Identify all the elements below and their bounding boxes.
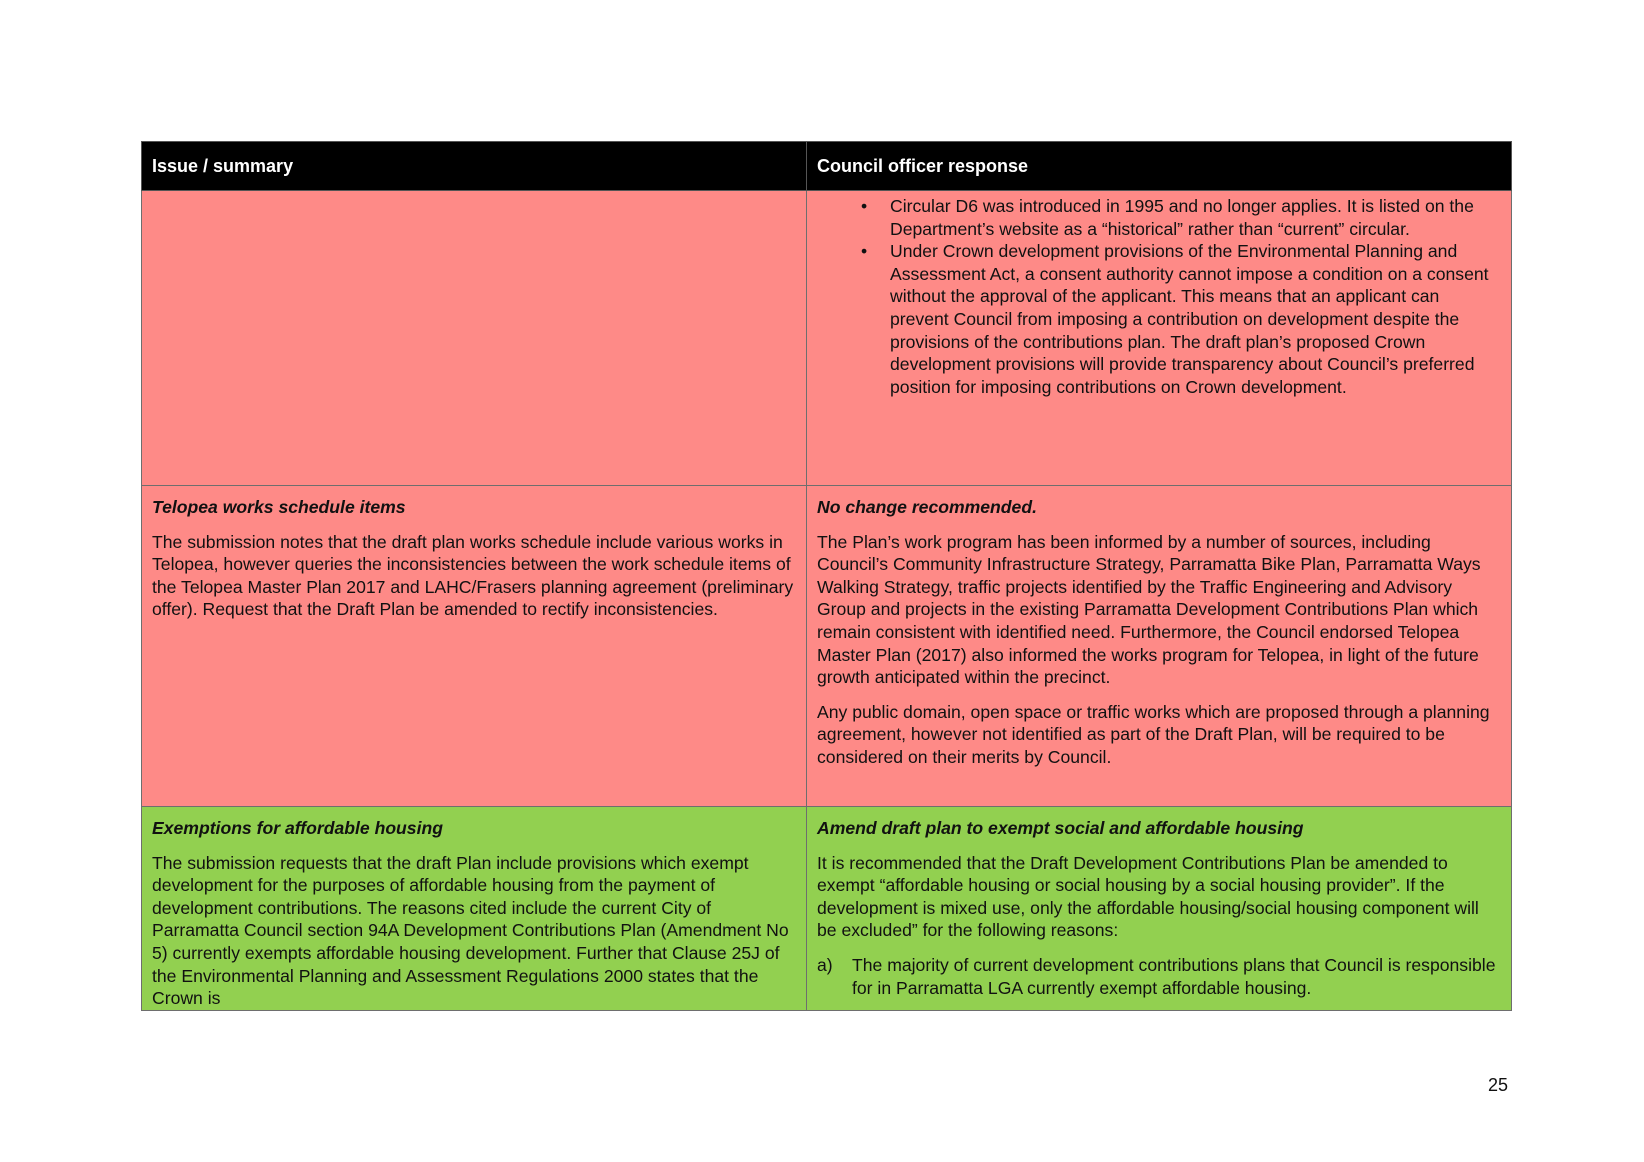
- response-cell: [807, 191, 1512, 486]
- response-paragraph: The Plan’s work program has been informed by a number of sources, including Council’s Community Infrastructure Strategy, Parramatta Bike Plan, Parramatta Ways Walking Strategy, traffic projects identified by the Traffic Engineering and Advisory Group and projects in the existing Parramatta Development Contributions Plan which remain consistent with identified need. Furthermore, the Council endorsed Telopea Master Plan (2017) also informed the works program for Telopea, in light of the future growth anticipated within the precinct.: [817, 531, 1481, 688]
- bullet-text: Circular D6 was introduced in 1995 and no longer applies. It is listed on the Department’s website as a “historical” rather than “current” circular.: [890, 196, 1474, 239]
- response-paragraph: It is recommended that the Draft Development Contributions Plan be amended to exempt “affordable housing or social housing by a social housing provider”. If the development is mixed use, only the affordable housing/social housing component will be excluded” for the following reasons:: [817, 852, 1479, 941]
- response-heading: Amend draft plan to exempt social and affordable housing: [817, 818, 1304, 838]
- list-item-text: The majority of current development contributions plans that Council is responsible for in Parramatta LGA currently exempt affordable housing.: [852, 954, 1496, 998]
- list-item: [817, 954, 1501, 999]
- issue-heading: Exemptions for affordable housing: [152, 818, 443, 838]
- table-header-row: [142, 142, 1512, 191]
- table-row: [142, 807, 1512, 1011]
- column-header-issue: Issue / summary: [142, 142, 807, 191]
- list-marker: a): [817, 954, 833, 975]
- bullet-icon: •: [861, 196, 868, 216]
- response-paragraph: Any public domain, open space or traffic works which are proposed through a planning agreement, however not identified as part of the Draft Plan, will be required to be considered on their merits by Council.: [817, 701, 1490, 767]
- submissions-table: [141, 141, 1512, 1011]
- table-row: [142, 191, 1512, 486]
- response-cell: [807, 807, 1512, 1011]
- list-item: [817, 195, 1501, 240]
- response-bullet-list: [817, 195, 1501, 398]
- bullet-text: Under Crown development provisions of the Environmental Planning and Assessment Act, a consent authority cannot impose a condition on a consent without the approval of the applicant. This means that an applicant can prevent Council from imposing a contribution on development despite the provisions of the contributions plan. The draft plan’s proposed Crown development provisions will provide transparency about Council’s preferred position for imposing contributions on Crown development.: [890, 241, 1489, 397]
- issue-cell: [142, 807, 807, 1011]
- list-item: [817, 240, 1501, 398]
- issue-cell: [142, 486, 807, 807]
- bullet-icon: •: [861, 241, 868, 262]
- issue-summary: The submission notes that the draft plan works schedule include various works in Telopea, however queries the inconsistencies between the work schedule items of the Telopea Master Plan 2017 and LAHC/Frasers planning agreement (preliminary offer). Request that the Draft Plan be amended to rectify inconsistencies.: [152, 531, 794, 620]
- issue-heading: Telopea works schedule items: [152, 497, 406, 517]
- issue-summary: The submission requests that the draft Plan include provisions which exempt development for the purposes of affordable housing from the payment of development contributions. The reasons cited include the current City of Parramatta Council section 94A Development Contributions Plan (Amendment No 5) currently exempts affordable housing development. Further that Clause 25J of the Environmental Planning and Assessment Regulations 2000 states that the Crown is: [152, 852, 789, 1009]
- response-heading: No change recommended.: [817, 497, 1037, 517]
- response-cell: [807, 486, 1512, 807]
- page-number: 25: [1488, 1075, 1509, 1095]
- table-row: [142, 486, 1512, 807]
- column-header-response: Council officer response: [807, 142, 1512, 191]
- issue-cell: [142, 191, 807, 486]
